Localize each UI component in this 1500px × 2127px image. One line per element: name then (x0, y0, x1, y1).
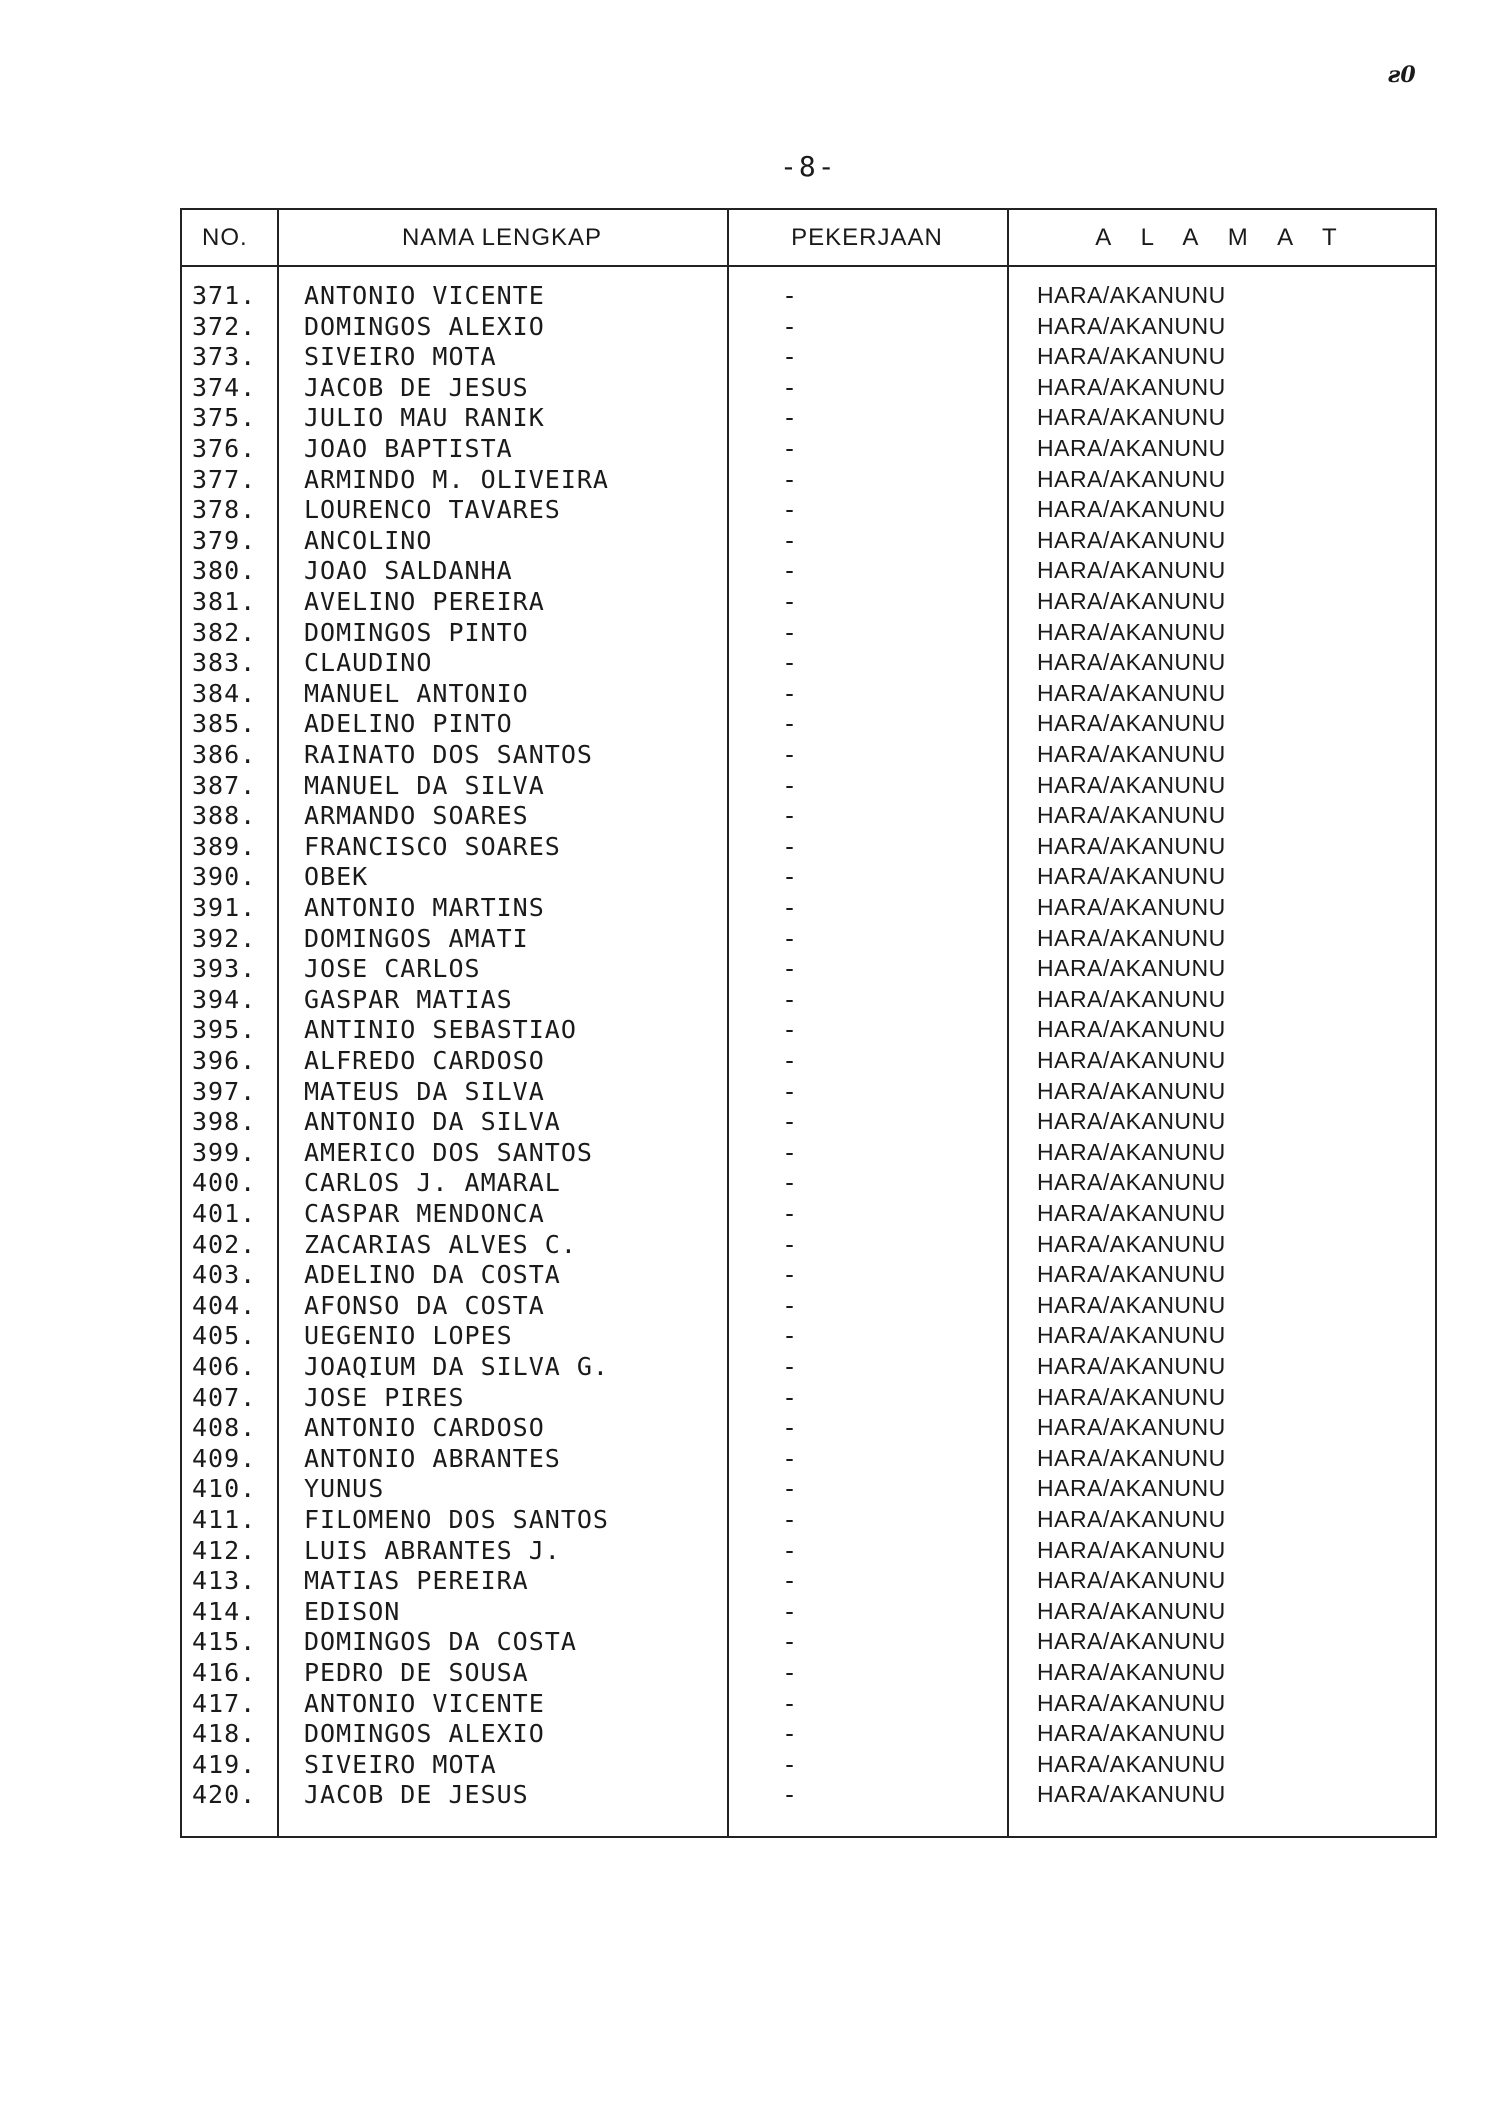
row-address: HARA/AKANUNU (1037, 1414, 1226, 1441)
row-occupation: - (782, 1229, 799, 1259)
row-number: 404. (192, 1290, 257, 1320)
row-address: HARA/AKANUNU (1037, 465, 1226, 492)
row-number: 401. (192, 1199, 257, 1228)
row-address: HARA/AKANUNU (1037, 863, 1226, 890)
row-occupation: - (782, 1566, 799, 1596)
header-address: A L A M A T (1095, 224, 1349, 251)
table-row (182, 1779, 1435, 1810)
row-number: 407. (192, 1382, 257, 1412)
row-occupation: - (782, 1321, 799, 1351)
row-occupation: - (782, 709, 799, 739)
row-occupation: - (782, 1596, 799, 1626)
row-address: HARA/AKANUNU (1037, 435, 1226, 461)
table-row (182, 984, 1435, 1015)
table-row (182, 1596, 1435, 1627)
row-occupation: - (782, 403, 799, 433)
row-address: HARA/AKANUNU (1037, 679, 1226, 706)
row-number: 392. (192, 923, 257, 953)
table-row (182, 923, 1435, 954)
row-address: HARA/AKANUNU (1037, 1567, 1226, 1594)
row-full-name: ANCOLINO (304, 525, 433, 555)
row-occupation: - (782, 770, 799, 800)
row-number: 379. (192, 525, 257, 555)
table-row (182, 1167, 1435, 1198)
row-number: 409. (192, 1443, 257, 1473)
row-full-name: JULIO MAU RANIK (304, 403, 545, 433)
row-number: 397. (192, 1076, 257, 1106)
row-address: HARA/AKANUNU (1037, 710, 1226, 737)
row-number: 383. (192, 648, 257, 678)
row-occupation: - (782, 1260, 799, 1290)
row-full-name: ANTONIO VICENTE (304, 281, 545, 310)
row-full-name: AFONSO DA COSTA (304, 1290, 545, 1320)
row-full-name: ARMINDO M. OLIVEIRA (304, 464, 609, 494)
row-full-name: PEDRO DE SOUSA (304, 1658, 529, 1687)
row-address: HARA/AKANUNU (1037, 1291, 1226, 1318)
row-full-name: RAINATO DOS SANTOS (304, 740, 593, 769)
row-occupation: - (782, 464, 799, 494)
table-row (182, 1259, 1435, 1290)
row-occupation: - (782, 1290, 799, 1320)
table-row (182, 402, 1435, 433)
table-row (182, 1688, 1435, 1719)
page-number: -8- (780, 150, 837, 183)
row-full-name: ANTINIO SEBASTIAO (304, 1015, 577, 1045)
row-address: HARA/AKANUNU (1037, 343, 1226, 370)
row-full-name: GASPAR MATIAS (304, 984, 513, 1014)
table-row (182, 1045, 1435, 1076)
row-full-name: MATEUS DA SILVA (304, 1076, 545, 1106)
row-occupation: - (782, 1199, 799, 1228)
row-occupation: - (782, 831, 799, 861)
row-occupation: - (782, 1443, 799, 1473)
row-address: HARA/AKANUNU (1037, 373, 1226, 400)
row-occupation: - (782, 1749, 799, 1779)
row-full-name: LUIS ABRANTES J. (304, 1535, 561, 1565)
row-number: 403. (192, 1260, 257, 1290)
row-number: 372. (192, 311, 257, 341)
table-row (182, 1290, 1435, 1321)
row-occupation: - (782, 525, 799, 555)
row-occupation: - (782, 1046, 799, 1075)
row-address: HARA/AKANUNU (1037, 741, 1226, 767)
table-row (182, 678, 1435, 709)
row-number: 415. (192, 1627, 257, 1657)
row-number: 387. (192, 770, 257, 800)
row-full-name: ANTONIO DA SILVA (304, 1107, 561, 1137)
row-full-name: ADELINO DA COSTA (304, 1260, 561, 1290)
row-number: 376. (192, 434, 257, 463)
row-occupation: - (782, 1505, 799, 1534)
row-address: HARA/AKANUNU (1037, 496, 1226, 523)
row-full-name: LOURENCO TAVARES (304, 495, 561, 525)
row-full-name: SIVEIRO MOTA (304, 342, 497, 372)
row-full-name: DOMINGOS ALEXIO (304, 311, 545, 341)
row-number: 405. (192, 1321, 257, 1351)
row-number: 378. (192, 495, 257, 525)
table-row (182, 892, 1435, 923)
row-number: 410. (192, 1474, 257, 1504)
row-occupation: - (782, 1658, 799, 1687)
row-address: HARA/AKANUNU (1037, 404, 1226, 431)
row-full-name: FILOMENO DOS SANTOS (304, 1505, 609, 1534)
row-number: 393. (192, 954, 257, 984)
table-row (182, 341, 1435, 372)
row-occupation: - (782, 984, 799, 1014)
row-occupation: - (782, 1780, 799, 1810)
row-number: 402. (192, 1229, 257, 1259)
row-address: HARA/AKANUNU (1037, 649, 1226, 676)
table-row (182, 1351, 1435, 1382)
row-occupation: - (782, 1688, 799, 1718)
row-number: 417. (192, 1688, 257, 1718)
row-full-name: FRANCISCO SOARES (304, 831, 561, 861)
row-occupation: - (782, 434, 799, 463)
row-occupation: - (782, 495, 799, 525)
row-address: HARA/AKANUNU (1037, 526, 1226, 553)
table-row (182, 372, 1435, 403)
row-full-name: JOSE CARLOS (304, 954, 481, 984)
table-row (182, 1504, 1435, 1535)
row-occupation: - (782, 893, 799, 922)
row-address: HARA/AKANUNU (1037, 1659, 1226, 1685)
row-full-name: ANTONIO MARTINS (304, 893, 545, 922)
row-occupation: - (782, 1352, 799, 1381)
row-number: 412. (192, 1535, 257, 1565)
corner-mark: ƨ0 (1388, 62, 1416, 88)
row-occupation: - (782, 1627, 799, 1657)
table-row (182, 1749, 1435, 1780)
row-occupation: - (782, 556, 799, 586)
table-row (182, 1412, 1435, 1443)
row-number: 382. (192, 617, 257, 647)
row-number: 400. (192, 1168, 257, 1198)
row-occupation: - (782, 1107, 799, 1137)
row-address: HARA/AKANUNU (1037, 1444, 1226, 1471)
row-address: HARA/AKANUNU (1037, 1383, 1226, 1410)
row-number: 406. (192, 1352, 257, 1381)
row-full-name: JOAO SALDANHA (304, 556, 513, 586)
row-address: HARA/AKANUNU (1037, 894, 1226, 920)
table-row (182, 1657, 1435, 1688)
row-address: HARA/AKANUNU (1037, 1108, 1226, 1135)
row-address: HARA/AKANUNU (1037, 985, 1226, 1012)
row-full-name: AMERICO DOS SANTOS (304, 1137, 593, 1167)
row-address: HARA/AKANUNU (1037, 557, 1226, 584)
row-occupation: - (782, 1076, 799, 1106)
row-address: HARA/AKANUNU (1037, 588, 1226, 614)
row-number: 395. (192, 1015, 257, 1045)
row-number: 384. (192, 678, 257, 708)
table-row (182, 1320, 1435, 1351)
row-number: 396. (192, 1046, 257, 1075)
row-number: 414. (192, 1596, 257, 1626)
table-row (182, 586, 1435, 617)
row-address: HARA/AKANUNU (1037, 1628, 1226, 1655)
row-number: 394. (192, 984, 257, 1014)
row-full-name: ANTONIO CARDOSO (304, 1413, 545, 1443)
row-occupation: - (782, 617, 799, 647)
row-occupation: - (782, 1719, 799, 1749)
table-row (182, 494, 1435, 525)
row-full-name: ARMANDO SOARES (304, 801, 529, 831)
table-row (182, 1014, 1435, 1045)
header-name: NAMA LENGKAP (401, 224, 603, 251)
row-address: HARA/AKANUNU (1037, 955, 1226, 982)
table-row (182, 525, 1435, 556)
row-number: 419. (192, 1749, 257, 1779)
residents-table (180, 208, 1437, 1838)
row-address: HARA/AKANUNU (1037, 282, 1226, 308)
row-full-name: ANTONIO VICENTE (304, 1688, 545, 1718)
row-number: 408. (192, 1413, 257, 1443)
table-row (182, 1535, 1435, 1566)
row-address: HARA/AKANUNU (1037, 1536, 1226, 1563)
row-address: HARA/AKANUNU (1037, 1016, 1226, 1043)
table-row (182, 1198, 1435, 1229)
row-address: HARA/AKANUNU (1037, 1689, 1226, 1716)
row-address: HARA/AKANUNU (1037, 618, 1226, 645)
row-address: HARA/AKANUNU (1037, 1261, 1226, 1288)
table-row (182, 1106, 1435, 1137)
row-full-name: UEGENIO LOPES (304, 1321, 513, 1351)
row-number: 413. (192, 1566, 257, 1596)
row-number: 385. (192, 709, 257, 739)
table-row (182, 280, 1435, 311)
row-full-name: EDISON (304, 1596, 401, 1626)
row-number: 420. (192, 1780, 257, 1810)
table-row (182, 617, 1435, 648)
row-full-name: JOSE PIRES (304, 1382, 465, 1412)
row-occupation: - (782, 923, 799, 953)
table-row (182, 1443, 1435, 1474)
row-number: 380. (192, 556, 257, 586)
row-address: HARA/AKANUNU (1037, 1200, 1226, 1226)
row-occupation: - (782, 862, 799, 892)
row-full-name: YUNUS (304, 1474, 385, 1504)
row-full-name: OBEK (304, 862, 369, 892)
table-row (182, 433, 1435, 464)
row-number: 375. (192, 403, 257, 433)
row-number: 374. (192, 372, 257, 402)
table-row (182, 1626, 1435, 1657)
table-row (182, 555, 1435, 586)
row-address: HARA/AKANUNU (1037, 1720, 1226, 1747)
row-full-name: AVELINO PEREIRA (304, 587, 545, 616)
row-full-name: ZACARIAS ALVES C. (304, 1229, 577, 1259)
row-number: 391. (192, 893, 257, 922)
row-address: HARA/AKANUNU (1037, 1138, 1226, 1165)
row-full-name: JACOB DE JESUS (304, 372, 529, 402)
row-occupation: - (782, 1015, 799, 1045)
table-row (182, 464, 1435, 495)
row-full-name: JOAQIUM DA SILVA G. (304, 1352, 609, 1381)
row-full-name: MATIAS PEREIRA (304, 1566, 529, 1596)
table-row (182, 1382, 1435, 1413)
row-occupation: - (782, 372, 799, 402)
row-number: 390. (192, 862, 257, 892)
table-row (182, 1473, 1435, 1504)
row-occupation: - (782, 311, 799, 341)
header-job: PEKERJAAN (791, 224, 943, 251)
row-full-name: DOMINGOS ALEXIO (304, 1719, 545, 1749)
row-number: 377. (192, 464, 257, 494)
table-row (182, 1137, 1435, 1168)
table-row (182, 1718, 1435, 1749)
row-number: 389. (192, 831, 257, 861)
row-number: 418. (192, 1719, 257, 1749)
row-full-name: DOMINGOS DA COSTA (304, 1627, 577, 1657)
row-occupation: - (782, 1535, 799, 1565)
row-number: 411. (192, 1505, 257, 1534)
row-occupation: - (782, 678, 799, 708)
row-address: HARA/AKANUNU (1037, 312, 1226, 339)
row-occupation: - (782, 648, 799, 678)
row-full-name: SIVEIRO MOTA (304, 1749, 497, 1779)
row-full-name: JACOB DE JESUS (304, 1780, 529, 1810)
table-row (182, 311, 1435, 342)
row-full-name: ADELINO PINTO (304, 709, 513, 739)
table-row (182, 739, 1435, 770)
row-full-name: MANUEL DA SILVA (304, 770, 545, 800)
row-address: HARA/AKANUNU (1037, 924, 1226, 951)
row-full-name: CARLOS J. AMARAL (304, 1168, 561, 1198)
row-number: 371. (192, 281, 257, 310)
row-number: 373. (192, 342, 257, 372)
row-occupation: - (782, 1413, 799, 1443)
row-address: HARA/AKANUNU (1037, 1047, 1226, 1073)
row-occupation: - (782, 1474, 799, 1504)
row-full-name: CASPAR MENDONCA (304, 1199, 545, 1228)
row-address: HARA/AKANUNU (1037, 1322, 1226, 1349)
row-occupation: - (782, 1137, 799, 1167)
row-occupation: - (782, 1382, 799, 1412)
row-address: HARA/AKANUNU (1037, 1169, 1226, 1196)
table-row (182, 647, 1435, 678)
row-address: HARA/AKANUNU (1037, 1230, 1226, 1257)
row-full-name: ALFREDO CARDOSO (304, 1046, 545, 1075)
row-number: 386. (192, 740, 257, 769)
row-number: 399. (192, 1137, 257, 1167)
row-address: HARA/AKANUNU (1037, 802, 1226, 829)
row-address: HARA/AKANUNU (1037, 832, 1226, 859)
row-address: HARA/AKANUNU (1037, 1750, 1226, 1777)
row-address: HARA/AKANUNU (1037, 1597, 1226, 1624)
row-occupation: - (782, 954, 799, 984)
row-address: HARA/AKANUNU (1037, 1506, 1226, 1532)
row-full-name: CLAUDINO (304, 648, 433, 678)
row-full-name: ANTONIO ABRANTES (304, 1443, 561, 1473)
row-address: HARA/AKANUNU (1037, 1781, 1226, 1808)
row-full-name: DOMINGOS AMATI (304, 923, 529, 953)
row-address: HARA/AKANUNU (1037, 1353, 1226, 1379)
row-number: 398. (192, 1107, 257, 1137)
header-divider (182, 265, 1435, 267)
row-full-name: JOAO BAPTISTA (304, 434, 513, 463)
row-occupation: - (782, 1168, 799, 1198)
table-row (182, 1076, 1435, 1107)
row-address: HARA/AKANUNU (1037, 771, 1226, 798)
row-occupation: - (782, 342, 799, 372)
row-address: HARA/AKANUNU (1037, 1475, 1226, 1502)
table-row (182, 800, 1435, 831)
row-number: 416. (192, 1658, 257, 1687)
row-occupation: - (782, 587, 799, 616)
row-number: 381. (192, 587, 257, 616)
row-full-name: DOMINGOS PINTO (304, 617, 529, 647)
table-row (182, 1565, 1435, 1596)
row-occupation: - (782, 740, 799, 769)
table-row (182, 831, 1435, 862)
row-number: 388. (192, 801, 257, 831)
table-row (182, 708, 1435, 739)
header-no: NO. (202, 224, 248, 251)
row-occupation: - (782, 801, 799, 831)
row-address: HARA/AKANUNU (1037, 1077, 1226, 1104)
row-occupation: - (782, 281, 799, 310)
table-row (182, 770, 1435, 801)
row-full-name: MANUEL ANTONIO (304, 678, 529, 708)
table-row (182, 1229, 1435, 1260)
table-row (182, 861, 1435, 892)
table-row (182, 953, 1435, 984)
